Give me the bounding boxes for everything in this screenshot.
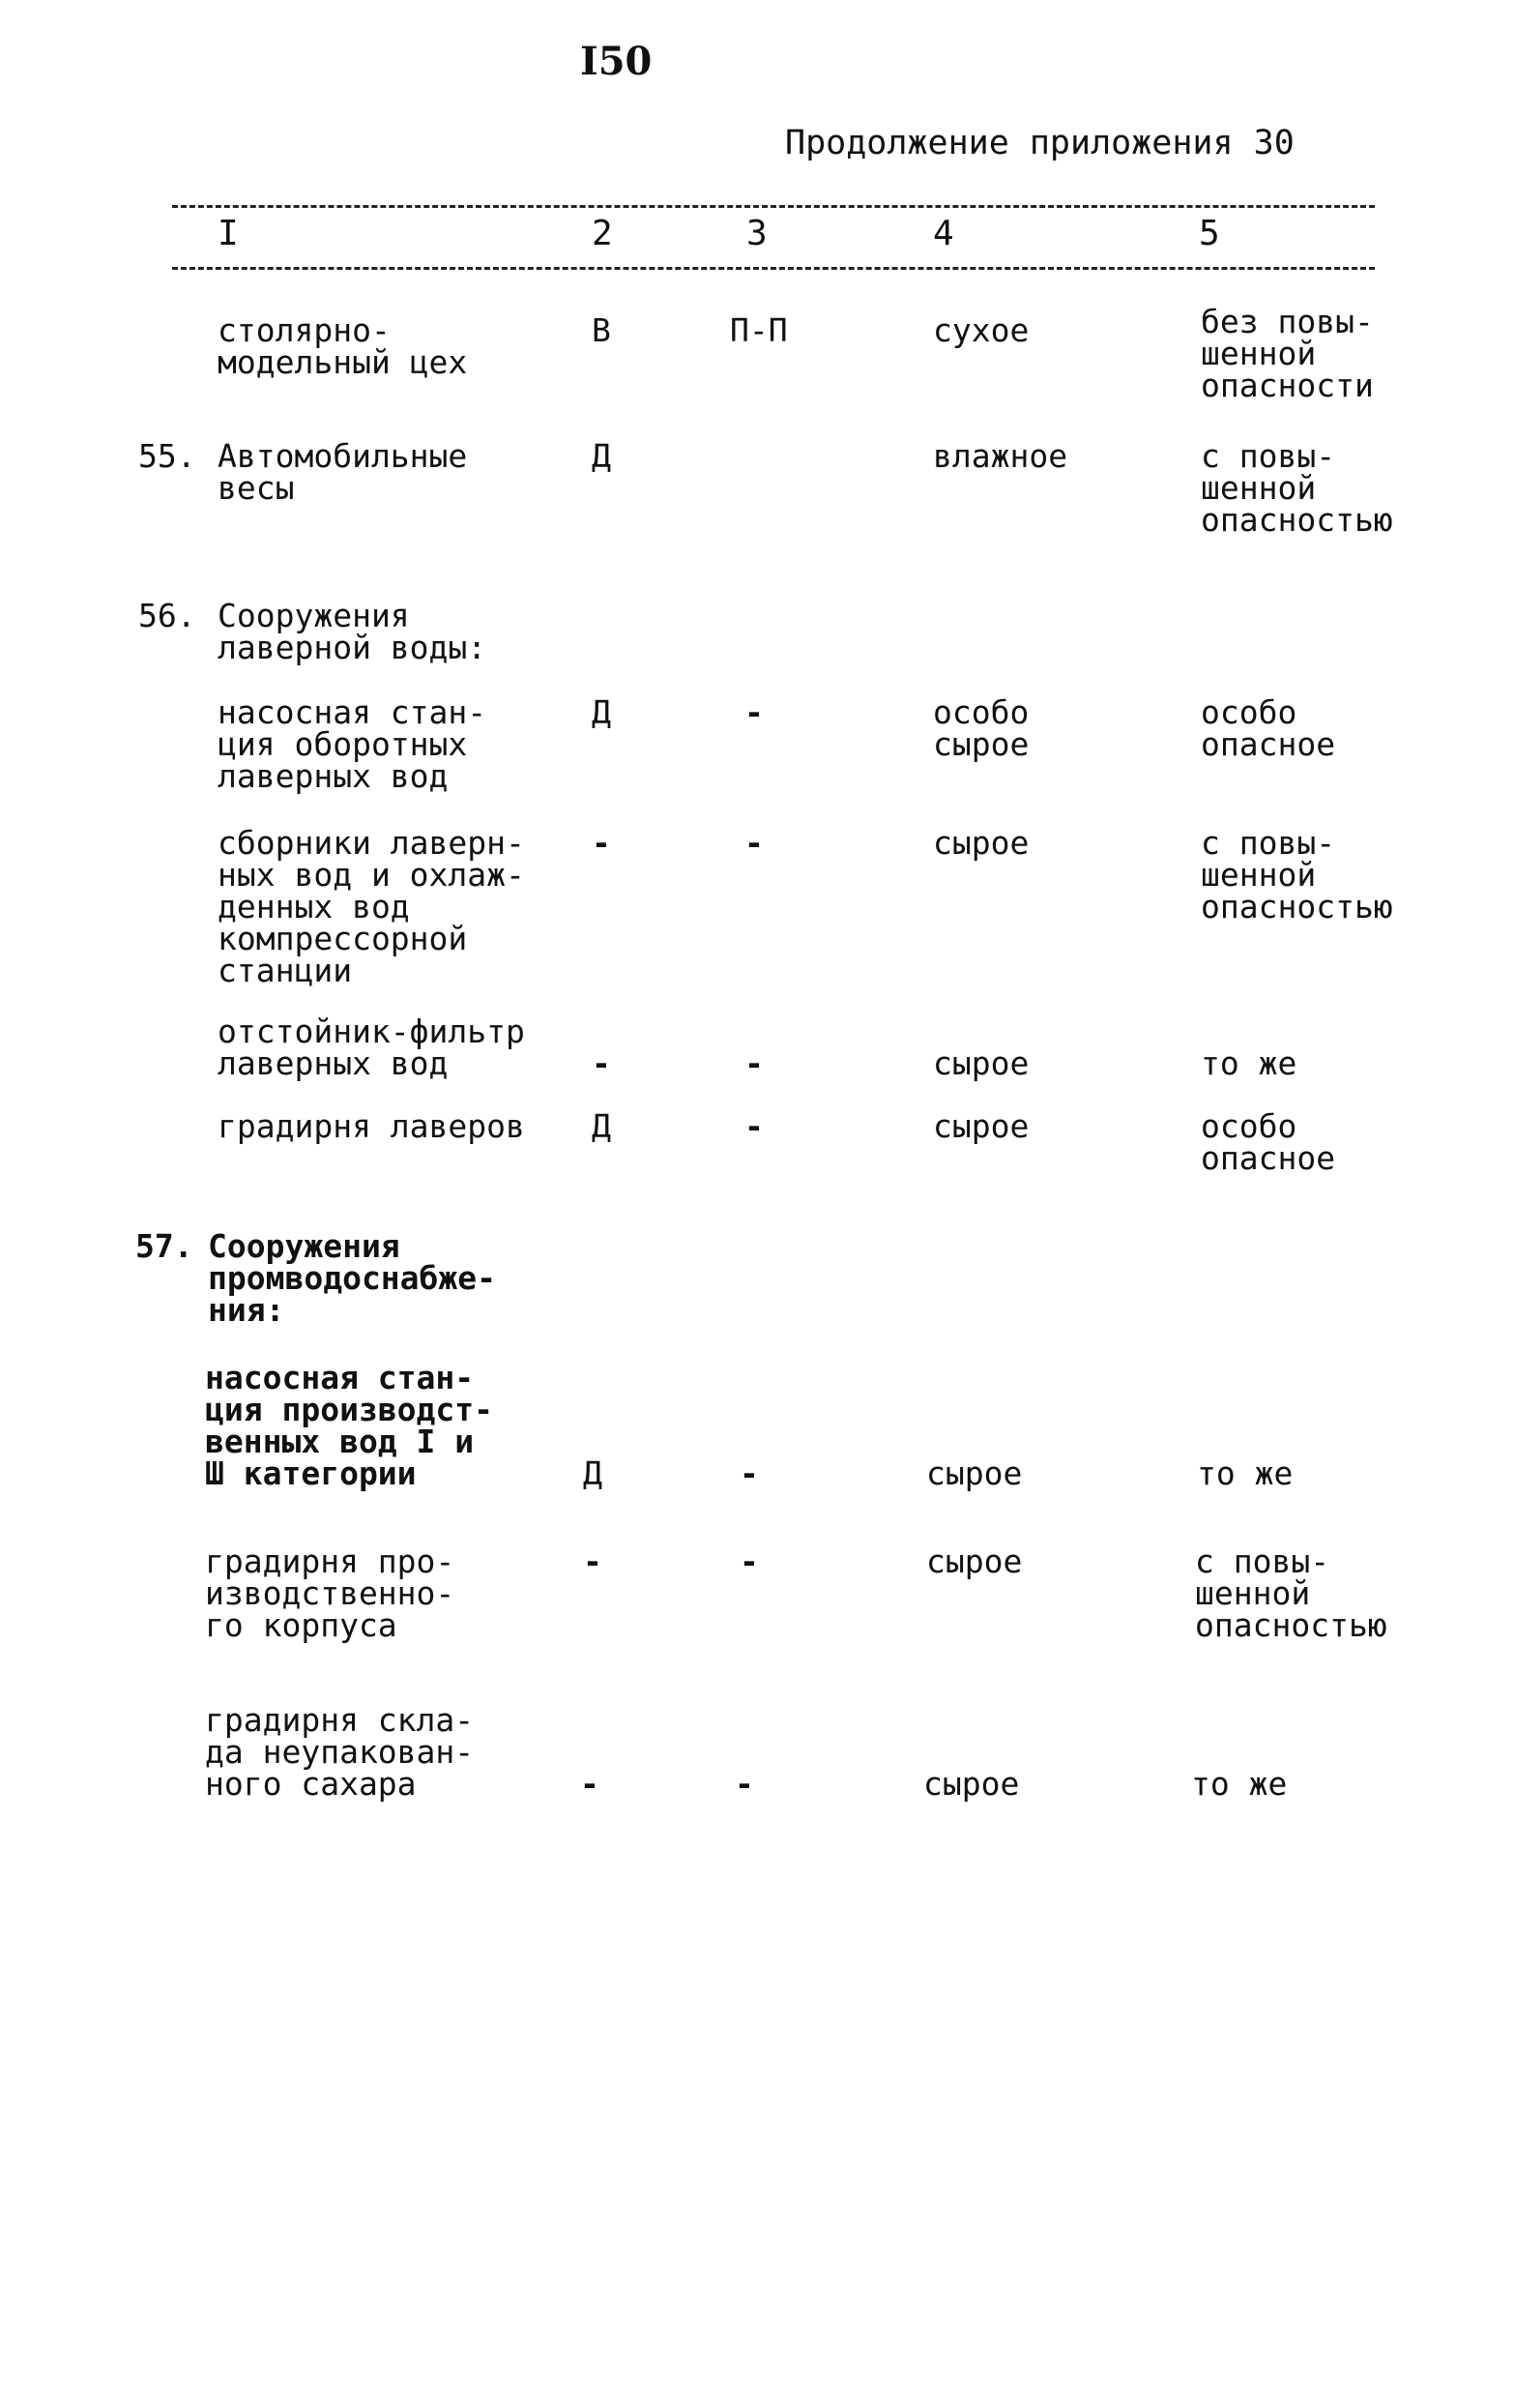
row-9-col5: с повы- шенной опасностью bbox=[1195, 1542, 1387, 1644]
row-0-name: столярно- модельный цех bbox=[218, 311, 468, 381]
row-5-col4: сырое bbox=[933, 1044, 1030, 1082]
row-6-col4: сырое bbox=[933, 1107, 1030, 1145]
row-0-col5: без повы- шенной опасности bbox=[1201, 303, 1374, 404]
row-4-col2: - bbox=[592, 824, 611, 862]
row-0-col2: В bbox=[592, 311, 611, 349]
row-10-col4: сырое bbox=[923, 1765, 1020, 1803]
row-0-col3: П-П bbox=[730, 311, 788, 349]
row-9-name: градирня про- изводственно- го корпуса bbox=[205, 1542, 455, 1644]
row-5-col3: - bbox=[744, 1044, 764, 1082]
header-bottom-rule bbox=[172, 267, 1375, 270]
row-10-col2: - bbox=[580, 1765, 599, 1803]
header-col-4: 4 bbox=[933, 214, 954, 253]
row-0-col4: сухое bbox=[933, 311, 1030, 349]
row-8-name: насосная стан- ция производст- венных вод I и Ш категории bbox=[205, 1359, 494, 1492]
row-3-col4: особо сырое bbox=[933, 693, 1030, 763]
page-number: I50 bbox=[580, 39, 653, 84]
row-6-col2: Д bbox=[592, 1107, 611, 1145]
row-10-col3: - bbox=[735, 1765, 754, 1803]
row-2-section-title: Сооружения лаверной воды: bbox=[218, 597, 487, 666]
row-8-col5: то же bbox=[1197, 1454, 1294, 1492]
header-col-5: 5 bbox=[1199, 214, 1220, 253]
row-6-name: градирня лаверов bbox=[218, 1107, 525, 1145]
row-1-col5: с повы- шенной опасностью bbox=[1201, 437, 1393, 539]
row-10-name: градирня скла- да неупакован- ного сахара bbox=[205, 1701, 475, 1803]
row-5-col5: то же bbox=[1201, 1044, 1297, 1082]
row-4-col4: сырое bbox=[933, 824, 1030, 862]
row-1-col2: Д bbox=[592, 437, 611, 475]
row-8-col2: Д bbox=[583, 1454, 602, 1492]
row-3-name: насосная стан- ция оборотных лаверных вод bbox=[218, 693, 487, 795]
row-2-number: 56. bbox=[138, 597, 196, 634]
continuation-label: Продолжение приложения 30 bbox=[785, 124, 1295, 162]
row-4-col3: - bbox=[744, 824, 764, 862]
row-7-number: 57. bbox=[135, 1227, 193, 1265]
row-8-col3: - bbox=[740, 1454, 759, 1492]
header-top-rule bbox=[172, 205, 1375, 208]
header-col-2: 2 bbox=[592, 214, 613, 253]
row-3-col3: - bbox=[744, 693, 764, 731]
row-3-col5: особо опасное bbox=[1201, 693, 1336, 763]
row-1-col4: влажное bbox=[933, 437, 1068, 475]
row-1-number: 55. bbox=[138, 437, 196, 475]
row-10-col5: то же bbox=[1191, 1765, 1288, 1803]
row-3-col2: Д bbox=[592, 693, 611, 731]
header-col-1: I bbox=[218, 214, 239, 253]
row-4-name: сборники лаверн- ных вод и охлаж- денных вод компрессорной станции bbox=[218, 824, 525, 989]
row-8-col4: сырое bbox=[926, 1454, 1023, 1492]
row-9-col3: - bbox=[740, 1542, 759, 1580]
row-9-col2: - bbox=[583, 1542, 602, 1580]
row-5-col2: - bbox=[592, 1044, 611, 1082]
row-5-name: отстойник-фильтр лаверных вод bbox=[218, 1013, 525, 1082]
row-6-col3: - bbox=[744, 1107, 764, 1145]
row-1-name: Автомобильные весы bbox=[218, 437, 468, 507]
row-6-col5: особо опасное bbox=[1201, 1107, 1336, 1177]
row-7-section-title: Сооружения промводоснабже- ния: bbox=[208, 1227, 497, 1329]
header-col-3: 3 bbox=[746, 214, 768, 253]
row-4-col5: с повы- шенной опасностью bbox=[1201, 824, 1393, 925]
row-9-col4: сырое bbox=[926, 1542, 1023, 1580]
